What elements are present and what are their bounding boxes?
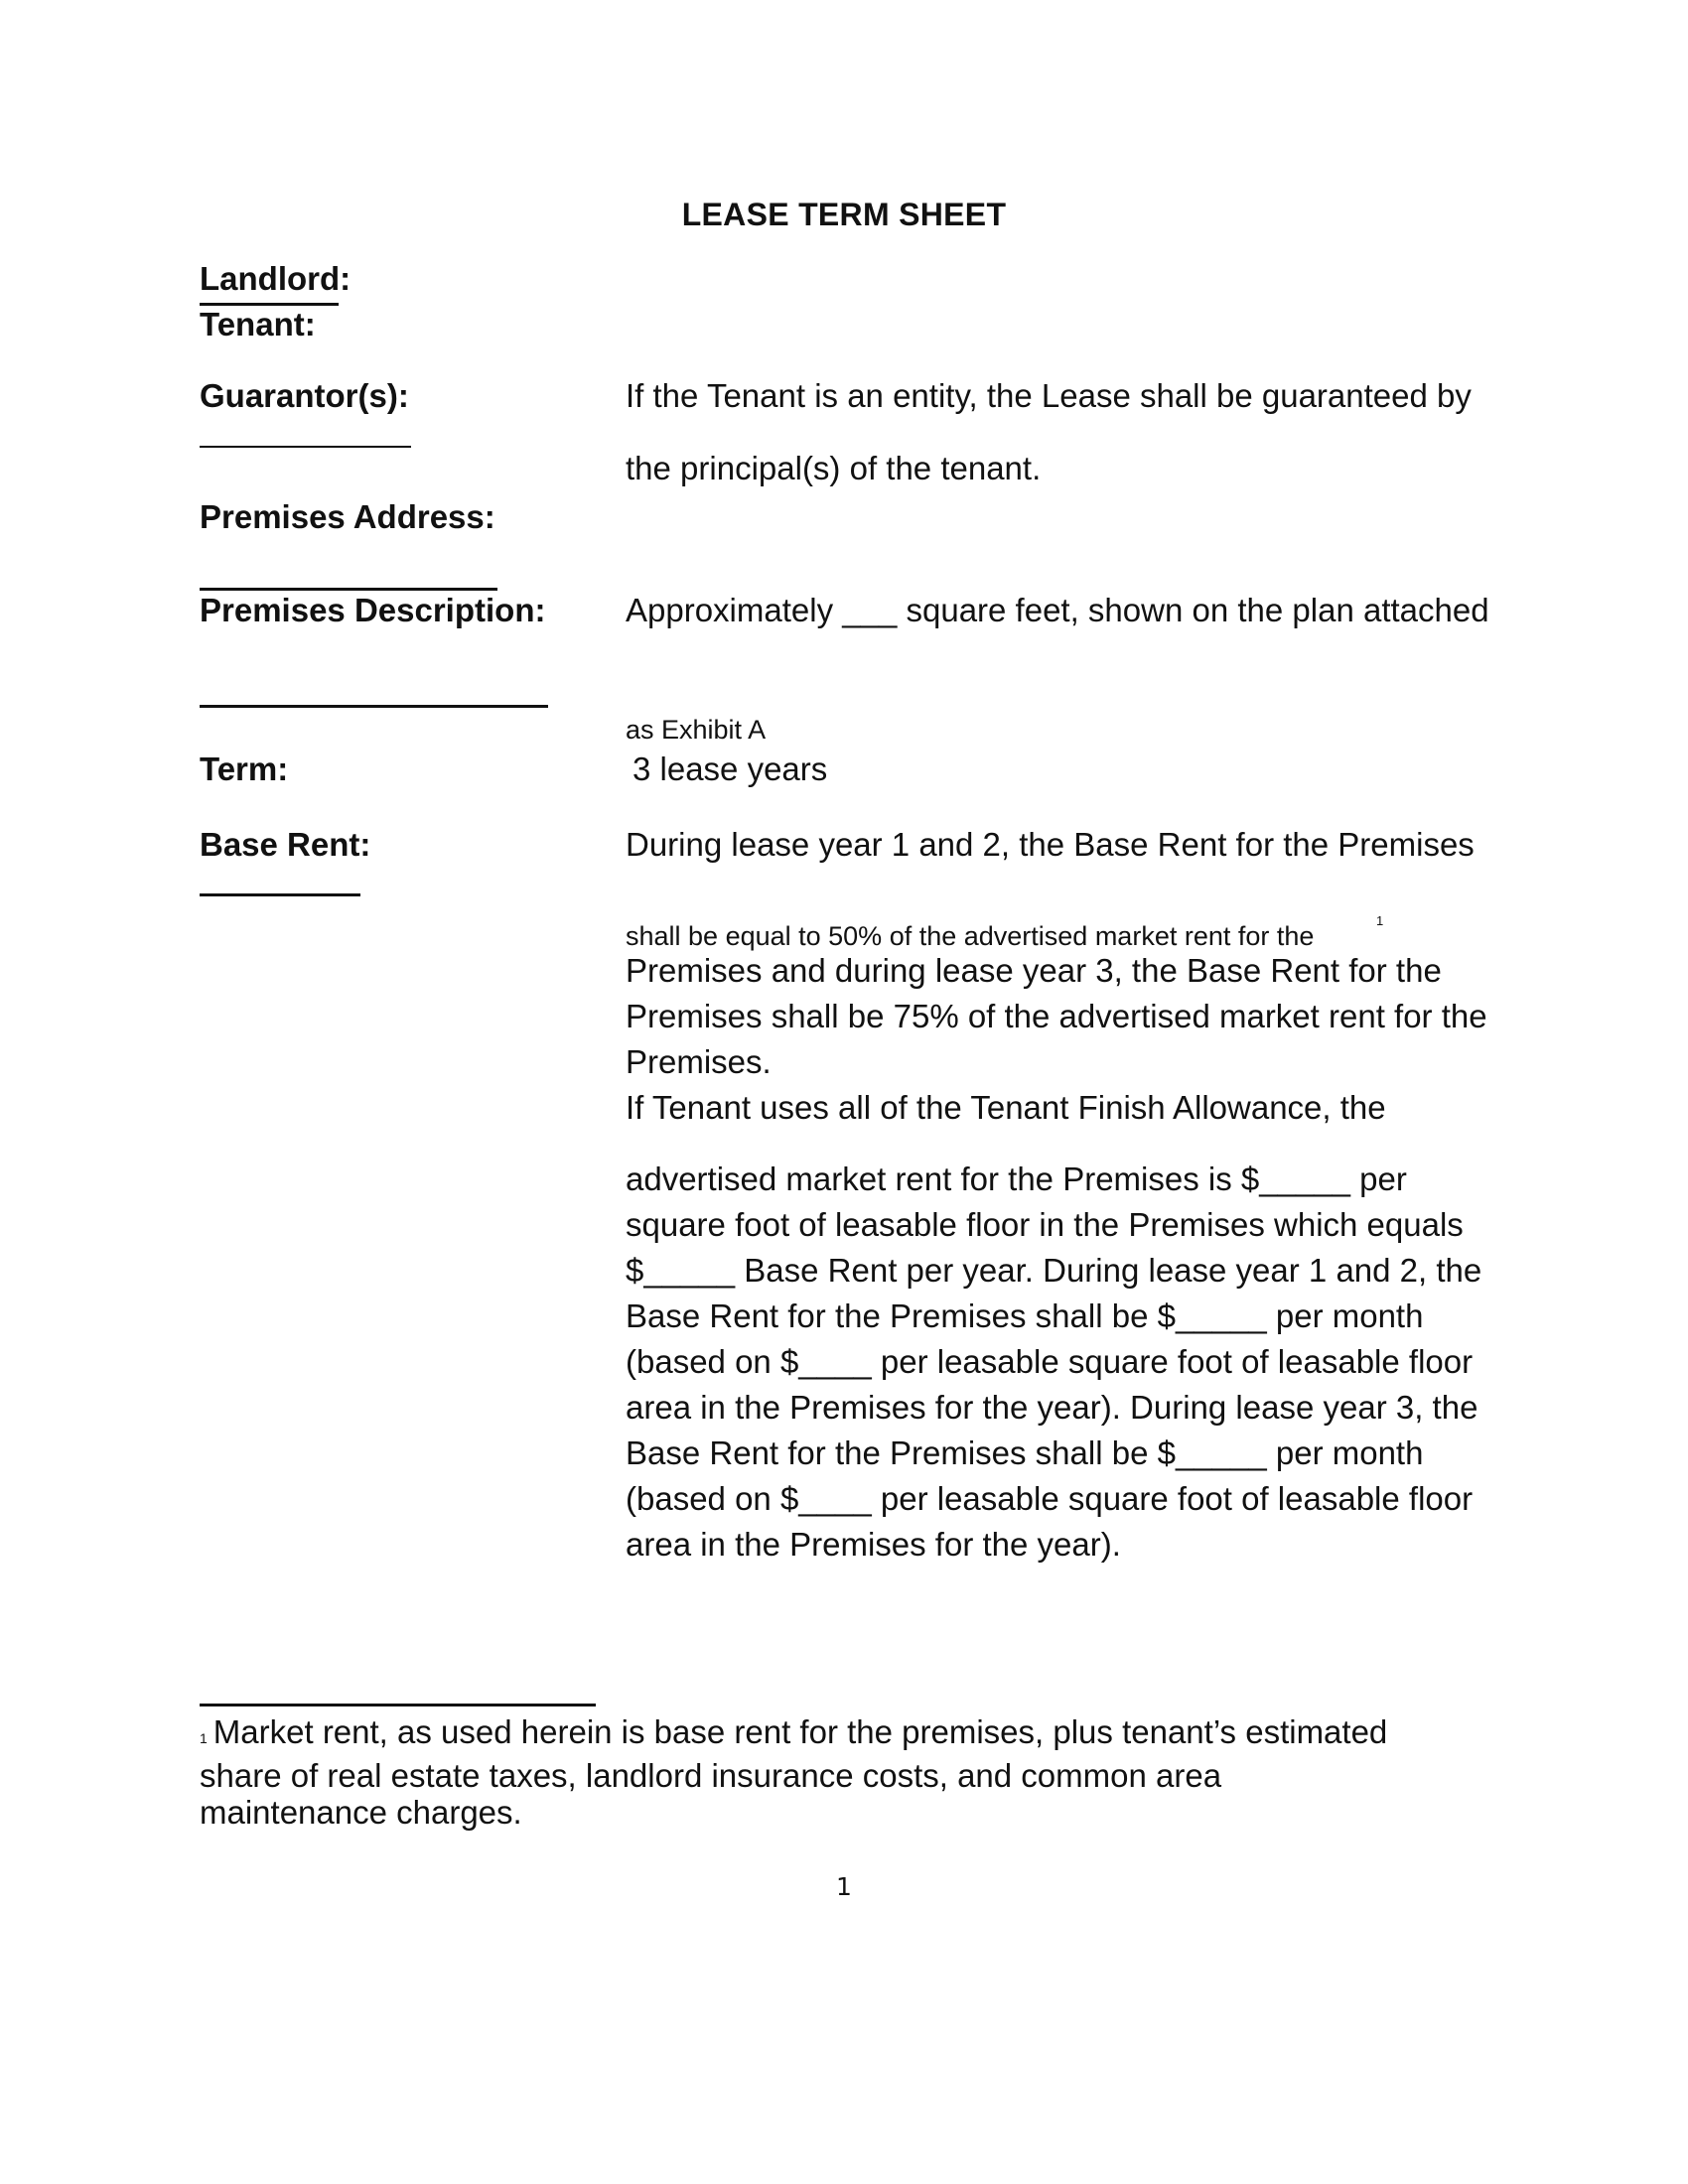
base-rent-line-2: shall be equal to 50% of the advertised market rent for the — [626, 921, 1315, 951]
footnote-separator — [200, 1704, 596, 1706]
base-rent-line-13: Base Rent for the Premises shall be $_____ per month — [626, 1434, 1424, 1471]
base-rent-line-12: area in the Premises for the year). During lease year 3, the — [626, 1389, 1478, 1426]
base-rent-underline — [200, 893, 360, 896]
footnote-text-1: Market rent, as used herein is base rent for the premises, plus tenant’s estimated — [212, 1713, 1388, 1750]
footnote-reference: 1 — [1376, 913, 1384, 928]
document-title: LEASE TERM SHEET — [681, 197, 1007, 232]
tenant-label: Tenant: — [200, 306, 316, 342]
guarantor-text-line-2: the principal(s) of the tenant. — [626, 450, 1042, 486]
base-rent-label: Base Rent: — [200, 826, 371, 863]
premises-description-line-2: as Exhibit A — [626, 715, 767, 745]
premises-address-underline — [200, 588, 497, 591]
guarantor-underline — [200, 446, 411, 448]
base-rent-line-9: $_____ Base Rent per year. During lease year 1 and 2, the — [626, 1252, 1482, 1289]
base-rent-line-8: square foot of leasable floor in the Premises which equals — [626, 1206, 1464, 1243]
premises-description-label: Premises Description: — [200, 592, 546, 628]
premises-description-line-1: Approximately ___ square feet, shown on the plan attached — [626, 592, 1489, 628]
base-rent-line-3: Premises and during lease year 3, the Base Rent for the — [626, 952, 1442, 989]
guarantor-label: Guarantor(s): — [200, 377, 409, 414]
premises-address-label: Premises Address: — [200, 498, 495, 535]
base-rent-line-4: Premises shall be 75% of the advertised market rent for the — [626, 998, 1487, 1034]
base-rent-line-14: (based on $____ per leasable square foot of leasable floor — [626, 1480, 1474, 1517]
footnote — [200, 1713, 1387, 1831]
footnote-line-3: maintenance charges. — [200, 1794, 522, 1831]
base-rent-line-1: During lease year 1 and 2, the Base Rent for the Premises — [626, 826, 1475, 863]
term-label: Term: — [200, 751, 289, 787]
guarantor-text-line-1: If the Tenant is an entity, the Lease shall be guaranteed by — [626, 377, 1472, 414]
base-rent-line-10: Base Rent for the Premises shall be $_____ per month — [626, 1297, 1424, 1334]
base-rent-line-11: (based on $____ per leasable square foot of leasable floor — [626, 1343, 1474, 1380]
premises-description-underline — [200, 705, 548, 708]
landlord-label: Landlord: — [200, 260, 352, 297]
base-rent-line-7: advertised market rent for the Premises is $_____ per — [626, 1160, 1407, 1197]
term-text: 3 lease years — [633, 751, 828, 787]
footnote-line-1 — [200, 1713, 1387, 1757]
base-rent-line-6: If Tenant uses all of the Tenant Finish Allowance, the — [626, 1089, 1386, 1126]
footnote-marker: 1 — [200, 1730, 208, 1746]
page-number: 1 — [836, 1872, 852, 1901]
footnote-line-2: share of real estate taxes, landlord insurance costs, and common area — [200, 1757, 1222, 1794]
base-rent-line-5: Premises. — [626, 1043, 772, 1080]
base-rent-line-15: area in the Premises for the year). — [626, 1526, 1121, 1563]
